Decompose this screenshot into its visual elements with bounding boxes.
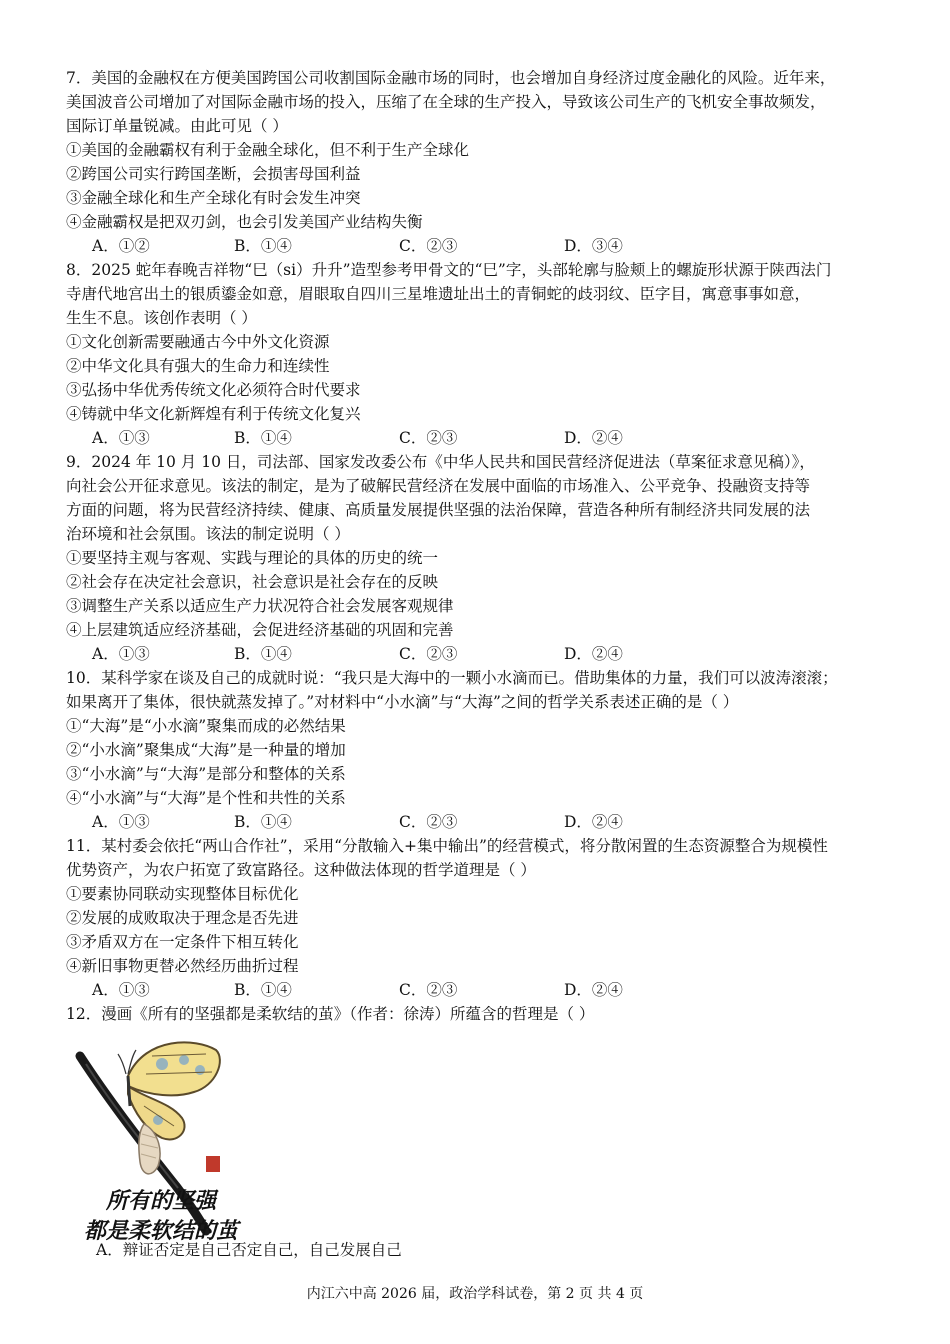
question-stem: 7．美国的金融权在方便美国跨国公司收割国际金融市场的同时，也会增加自身经济过度金融化的风险。近年来， — [66, 69, 836, 87]
question-9 — [66, 450, 892, 666]
question-11 — [66, 834, 892, 1002]
cartoon-illustration — [66, 1026, 266, 1246]
question-stem: 11．某村委会依托“两山合作社”，采用“分散输入+集中输出”的经营模式，将分散闲置的生态资源整合为规模性 — [66, 837, 828, 855]
choice-c: C．②③ — [399, 645, 458, 663]
option-statement: ①要素协同联动实现整体目标优化 — [66, 885, 299, 903]
answer-choices — [66, 810, 892, 834]
choice-b: B．①④ — [234, 237, 292, 255]
choice-d: D．②④ — [564, 981, 623, 999]
choice-b: B．①④ — [234, 813, 292, 831]
cartoon-caption-line-1: 所有的坚强 — [106, 1188, 217, 1214]
question-stem: 生生不息。该创作表明（ ） — [66, 309, 257, 327]
choice-a: A．①③ — [92, 429, 150, 447]
question-12 — [66, 1002, 892, 1026]
option-statement: ③调整生产关系以适应生产力状况符合社会发展客观规律 — [66, 597, 454, 615]
option-statement: ③金融全球化和生产全球化有时会发生冲突 — [66, 189, 361, 207]
question-stem: 治环境和社会氛围。该法的制定说明（ ） — [66, 525, 350, 543]
question-10 — [66, 666, 892, 834]
option-statement: ④“小水滴”与“大海”是个性和共性的关系 — [66, 789, 346, 807]
question-stem: 如果离开了集体，很快就蒸发掉了。”对材料中“小水滴”与“大海”之间的哲学关系表述正确的是（ ） — [66, 693, 739, 711]
choice-d: D．②④ — [564, 645, 623, 663]
choice-a: A．①③ — [92, 645, 150, 663]
option-statement: ③矛盾双方在一定条件下相互转化 — [66, 933, 299, 951]
choice-b: B．①④ — [234, 645, 292, 663]
option-statement: ④新旧事物更替必然经历曲折过程 — [66, 957, 299, 975]
question-stem: 12．漫画《所有的坚强都是柔软结的茧》（作者：徐涛）所蕴含的哲理是（ ） — [66, 1005, 595, 1023]
question-stem: 8．2025 蛇年春晚吉祥物“巳（si）升升”造型参考甲骨文的“巳”字，头部轮廓与脸颊上的螺旋形状源于陕西法门 — [66, 261, 832, 279]
option-statement: ②中华文化具有强大的生命力和连续性 — [66, 357, 330, 375]
question-stem: 寺唐代地宫出土的银质鎏金如意，眉眼取自四川三星堆遗址出土的青铜蛇的歧羽纹、臣字目，寓意事事如意， — [66, 285, 811, 303]
choice-d: D．③④ — [564, 237, 623, 255]
choice-a: A．①② — [92, 237, 150, 255]
option-statement: ②发展的成败取决于理念是否先进 — [66, 909, 299, 927]
choice-c: C．②③ — [399, 981, 458, 999]
answer-choices — [66, 978, 892, 1002]
seal-stamp — [206, 1156, 220, 1172]
question-8 — [66, 258, 892, 450]
option-statement: ②“小水滴”聚集成“大海”是一种量的增加 — [66, 741, 346, 759]
question-stem: 向社会公开征求意见。该法的制定，是为了破解民营经济在发展中面临的市场准入、公平竞争、投融资支持等 — [66, 477, 811, 495]
option-statement: ③“小水滴”与“大海”是部分和整体的关系 — [66, 765, 346, 783]
option-statement: ④金融霸权是把双刃剑，也会引发美国产业结构失衡 — [66, 213, 423, 231]
question-stem: 优势资产，为农户拓宽了致富路径。这种做法体现的哲学道理是（ ） — [66, 861, 536, 879]
option-statement: ③弘扬中华优秀传统文化必须符合时代要求 — [66, 381, 361, 399]
option-statement: ④上层建筑适应经济基础，会促进经济基础的巩固和完善 — [66, 621, 454, 639]
question-stem: 9．2024 年 10 月 10 日，司法部、国家发改委公布《中华人民共和国民营经济促进法（草案征求意见稿）》， — [66, 453, 815, 471]
option-statement: ②跨国公司实行跨国垄断，会损害母国利益 — [66, 165, 361, 183]
question-stem: 10．某科学家在谈及自己的成就时说：“我只是大海中的一颗小水滴而已。借助集体的力量，我们可以波涛滚滚； — [66, 669, 838, 687]
option-statement: ①要坚持主观与客观、实践与理论的具体的历史的统一 — [66, 549, 439, 567]
question-7 — [66, 66, 892, 258]
option-statement: ②社会存在决定社会意识，社会意识是社会存在的反映 — [66, 573, 439, 591]
option-statement: ①美国的金融霸权有利于金融全球化，但不利于生产全球化 — [66, 141, 470, 159]
option-statement: ①“大海”是“小水滴”聚集而成的必然结果 — [66, 717, 346, 735]
choice-c: C．②③ — [399, 429, 458, 447]
option-statement: ④铸就中华文化新辉煌有利于传统文化复兴 — [66, 405, 361, 423]
choice-c: C．②③ — [399, 813, 458, 831]
choice-a: A．①③ — [92, 813, 150, 831]
answer-choices — [66, 234, 892, 258]
choice-b: B．①④ — [234, 429, 292, 447]
question-stem: 方面的问题，将为民营经济持续、健康、高质量发展提供坚强的法治保障，营造各种所有制经济共同发展的法 — [66, 501, 811, 519]
page-footer: 内江六中高 2026 届，政治学科试卷，第 2 页 共 4 页 — [306, 1286, 644, 1302]
choice-a: A．辩证否定是自己否定自己，自己发展自己 — [96, 1241, 402, 1259]
question-stem: 国际订单量锐减。由此可见（ ） — [66, 117, 288, 135]
answer-choices — [66, 426, 892, 450]
answer-choices — [66, 642, 892, 666]
choice-d: D．②④ — [564, 429, 623, 447]
option-statement: ①文化创新需要融通古今中外文化资源 — [66, 333, 330, 351]
choice-a: A．①③ — [92, 981, 150, 999]
question-stem: 美国波音公司增加了对国际金融市场的投入，压缩了在全球的生产投入，导致该公司生产的飞机安全事故频发， — [66, 93, 826, 111]
choice-d: D．②④ — [564, 813, 623, 831]
choice-c: C．②③ — [399, 237, 458, 255]
cartoon-caption-line-2: 都是柔软结的茧 — [84, 1218, 239, 1244]
choice-b: B．①④ — [234, 981, 292, 999]
